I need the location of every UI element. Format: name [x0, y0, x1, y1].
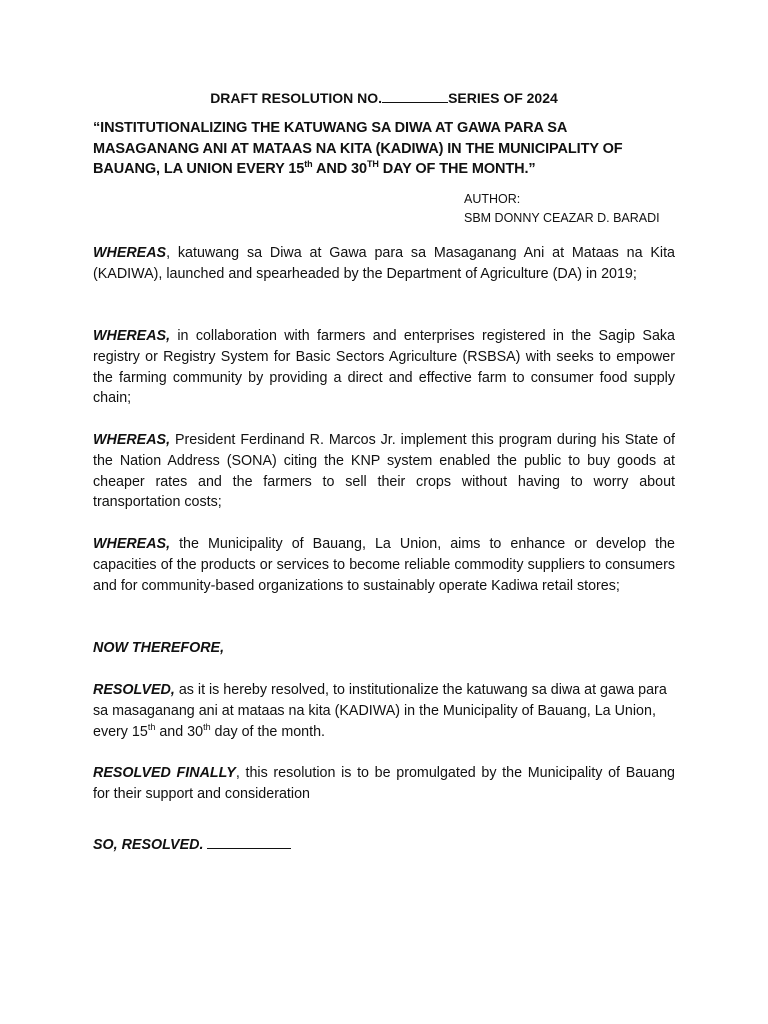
- paragraph-superscript-1: th: [147, 721, 156, 732]
- resolution-series: SERIES OF 2024: [448, 90, 558, 106]
- title-superscript-1: th: [304, 159, 313, 170]
- paragraph-superscript-2: th: [203, 721, 211, 732]
- whereas-paragraph-3: [93, 430, 675, 513]
- resolved-paragraph: [93, 680, 675, 742]
- paragraph-lead: RESOLVED FINALLY: [93, 765, 236, 781]
- title-text: “INSTITUTIONALIZING THE KATUWANG SA DIWA AT GAWA PARA SA MASAGANANG ANI AT MATAAS NA KITA (KADIWA) IN THE MUNICIPALITY OF BAUANG, LA UNION EVERY 15: [93, 120, 623, 177]
- so-resolved-paragraph: [93, 835, 675, 856]
- author-name: SBM DONNY CEAZAR D. BARADI: [464, 211, 660, 225]
- paragraph-lead: WHEREAS: [93, 245, 167, 261]
- resolved-finally-paragraph: [93, 763, 675, 805]
- paragraph-lead: NOW THEREFORE,: [93, 640, 225, 656]
- paragraph-text-end: day of the month.: [210, 723, 326, 740]
- paragraph-text: as it is hereby resolved, to institutionalize the katuwang sa diwa at gawa para sa masaganang ani at mataas na kita (KADIWA) in the Municipality of Bauang, La Union, every 15: [93, 682, 667, 740]
- resolution-number-blank: [382, 89, 448, 103]
- paragraph-text: President Ferdinand R. Marcos Jr. implement this program during his State of the Nation Address (SONA) citing the KNP system enabled the public to buy goods at cheaper rates and the farmers to sell their crops without having to worry about transportation costs;: [93, 432, 675, 511]
- resolution-title: [93, 118, 675, 180]
- paragraph-text: , this resolution is to be promulgated by the Municipality of Bauang for their support and consideration: [93, 765, 675, 802]
- resolution-prefix: DRAFT RESOLUTION NO.: [210, 90, 383, 106]
- paragraph-text: the Municipality of Bauang, La Union, aims to enhance or develop the capacities of the products or services to become reliable commodity suppliers to consumers and for community-based organizations to sustainably operate Kadiwa retail stores;: [93, 536, 675, 594]
- whereas-paragraph-2: [93, 326, 675, 409]
- paragraph-lead: WHEREAS,: [93, 328, 171, 344]
- author-block: [464, 190, 660, 228]
- title-text-end: DAY OF THE MONTH.”: [378, 161, 536, 177]
- paragraph-text: in collaboration with farmers and enterprises registered in the Sagip Saka registry or Registry System for Basic Sectors Agriculture (RSBSA) with seeks to empower the farming community by providing a direct and effective farm to consumer food supply chain;: [93, 328, 675, 407]
- paragraph-lead: WHEREAS,: [93, 536, 171, 552]
- whereas-paragraph-4: [93, 534, 675, 596]
- paragraph-lead: RESOLVED,: [93, 682, 175, 698]
- whereas-paragraph-1: [93, 243, 675, 285]
- now-therefore-paragraph: [93, 638, 675, 659]
- resolution-number-heading: [93, 88, 675, 108]
- title-text-mid: AND 30: [312, 161, 367, 177]
- title-superscript-2: TH: [366, 159, 379, 170]
- paragraph-lead: SO, RESOLVED.: [93, 837, 204, 853]
- signature-blank: [207, 835, 291, 849]
- paragraph-text-mid: and 30: [155, 723, 204, 740]
- author-label: AUTHOR:: [464, 192, 521, 206]
- paragraph-text: , katuwang sa Diwa at Gawa para sa Masaganang Ani at Mataas na Kita (KADIWA), launched and spearheaded by the Department of Agriculture (DA) in 2019;: [93, 245, 675, 282]
- paragraph-lead: WHEREAS,: [93, 432, 171, 448]
